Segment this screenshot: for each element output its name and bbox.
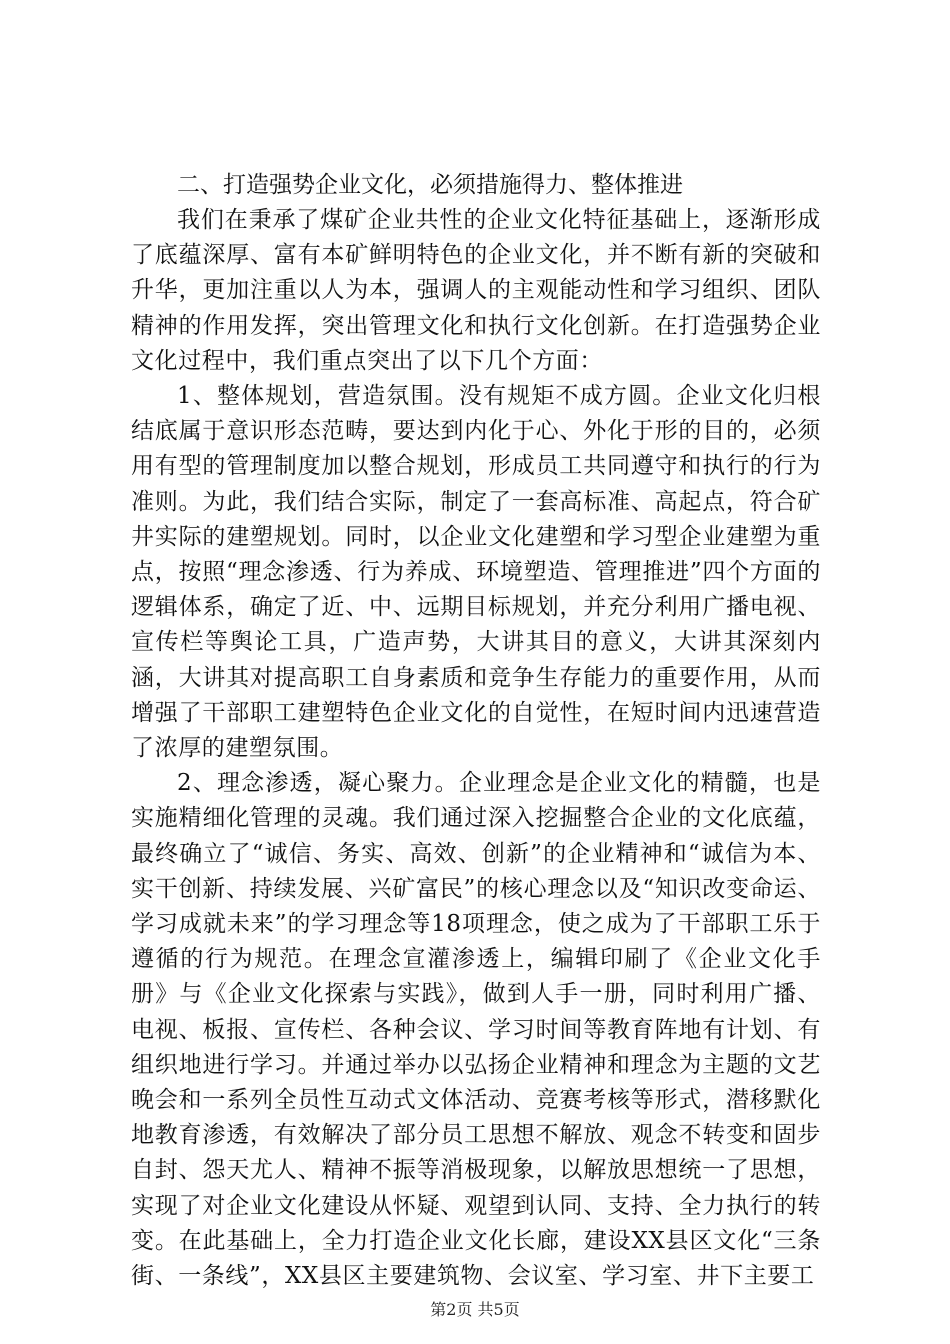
page-footer: 第2页 共5页 — [430, 1300, 520, 1319]
document-page — [131, 168, 821, 1294]
paragraph-planning: 1、整体规划，营造氛围。没有规矩不成方圆。企业文化归根结底属于意识形态范畴，要达到内化于心、外化于形的目的，必须用有型的管理制度加以整合规划，形成员工共同遵守和执行的行为准则。为此，我们结合实际，制定了一套高标准、高起点，符合矿井实际的建塑规划。同时，以企业文化建塑和学习型企业建塑为重点，按照“理念渗透、行为养成、环境塑造、管理推进”四个方面的逻辑体系，确定了近、中、远期目标规划，并充分利用广播电视、宣传栏等舆论工具，广造声势，大讲其目的意义，大讲其深刻内涵，大讲其对提高职工自身素质和竞争生存能力的重要作用，从而增强了干部职工建塑特色企业文化的自觉性，在短时间内迅速营造了浓厚的建塑氛围。 — [131, 383, 821, 762]
paragraph-concept: 2、理念渗透，凝心聚力。企业理念是企业文化的精髓，也是实施精细化管理的灵魂。我们通过深入挖掘整合企业的文化底蕴，最终确立了“诚信、务实、高效、创新”的企业精神和“诚信为本、实干创新、持续发展、兴矿富民”的核心理念以及“知识改变命运、学习成就未来”的学习理念等18项理念，使之成为了干部职工乐于遵循的行为规范。在理念宣灌渗透上，编辑印刷了《企业文化手册》与《企业文化探索与实践》，做到人手一册，同时利用广播、电视、板报、宣传栏、各种会议、学习时间等教育阵地有计划、有组织地进行学习。并通过举办以弘扬企业精神和理念为主题的文艺晚会和一系列全员性互动式文体活动、竞赛考核等形式，潜移默化地教育渗透，有效解决了部分员工思想不解放、观念不转变和固步自封、怨天尤人、精神不振等消极现象，以解放思想统一了思想，实现了对企业文化建设从怀疑、观望到认同、支持、全力执行的转变。在此基础上，全力打造企业文化长廊，建设XX县区文化“三条街、一条线”，XX县区主要建筑物、会议室、学习室、井下主要工 — [131, 770, 821, 1290]
paragraph-intro: 我们在秉承了煤矿企业共性的企业文化特征基础上，逐渐形成了底蕴深厚、富有本矿鲜明特色的企业文化，并不断有新的突破和升华，更加注重以人为本，强调人的主观能动性和学习组织、团队精神的作用发挥，突出管理文化和执行文化创新。在打造强势企业文化过程中，我们重点突出了以下几个方面： — [131, 207, 821, 374]
section-heading: 二、打造强势企业文化，必须措施得力、整体推进 — [177, 172, 683, 198]
